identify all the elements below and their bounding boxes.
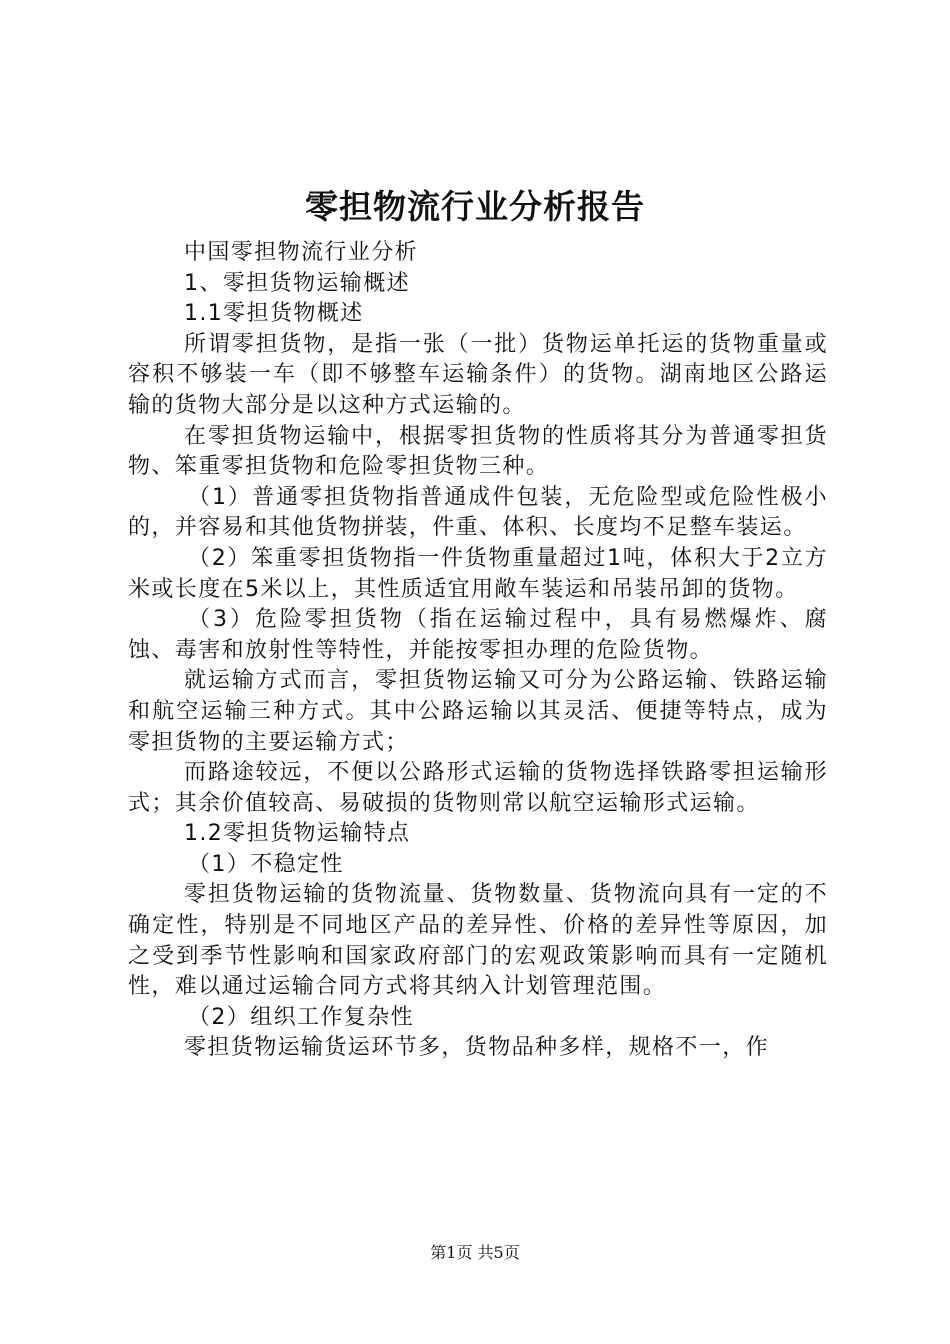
document-body	[128, 238, 828, 1064]
heading-complexity: （2）组织工作复杂性	[188, 1004, 414, 1030]
paragraph-ordinary-cargo: （1）普通零担货物指普通成件包装，无危险型或危险性极小的，并容易和其他货物拼装，件重、体积、长度均不足整车装运。	[128, 484, 828, 541]
paragraph-instability: 零担货物运输的货物流量、货物数量、货物流向具有一定的不确定性，特别是不同地区产品的差异性、价格的差异性等原因，加之受到季节性影响和国家政府部门的宏观政策影响而具有一定随机性，难以通过运输合同方式将其纳入计划管理范围。	[128, 882, 828, 1000]
paragraph-classification: 在零担货物运输中，根据零担货物的性质将其分为普通零担货物、笨重零担货物和危险零担货物三种。	[128, 423, 828, 480]
paragraph-heavy-cargo: （2）笨重零担货物指一件货物重量超过1吨，体积大于2立方米或长度在5米以上，其性质适宜用敞车装运和吊装吊卸的货物。	[128, 545, 828, 602]
document-title: 零担物流行业分析报告	[305, 187, 645, 226]
page-footer: 第1页 共5页	[430, 1243, 520, 1262]
heading-section-1: 1、零担货物运输概述	[184, 270, 410, 296]
paragraph-complexity: 零担货物运输货运环节多，货物品种多样，规格不一，作	[184, 1035, 770, 1061]
paragraph-transport-modes: 就运输方式而言，零担货物运输又可分为公路运输、铁路运输和航空运输三种方式。其中公路运输以其灵活、便捷等特点，成为零担货物的主要运输方式；	[128, 668, 828, 755]
paragraph-industry-analysis: 中国零担物流行业分析	[184, 240, 419, 265]
paragraph-rail-air: 而路途较远，不便以公路形式运输的货物选择铁路零担运输形式；其余价值较高、易破损的货物则常以航空运输形式运输。	[128, 760, 828, 816]
paragraph-dangerous-cargo: （3）危险零担货物（指在运输过程中，具有易燃爆炸、腐蚀、毒害和放射性等特性，并能按零担办理的危险货物。	[128, 607, 828, 663]
heading-section-1-2: 1.2零担货物运输特点	[184, 821, 411, 847]
heading-instability: （1）不稳定性	[188, 851, 344, 877]
paragraph-definition: 所谓零担货物，是指一张（一批）货物运单托运的货物重量或容积不够装一车（即不够整车运输条件）的货物。湖南地区公路运输的货物大部分是以这种方式运输的。	[128, 331, 828, 418]
heading-section-1-1: 1.1零担货物概述	[184, 301, 364, 327]
